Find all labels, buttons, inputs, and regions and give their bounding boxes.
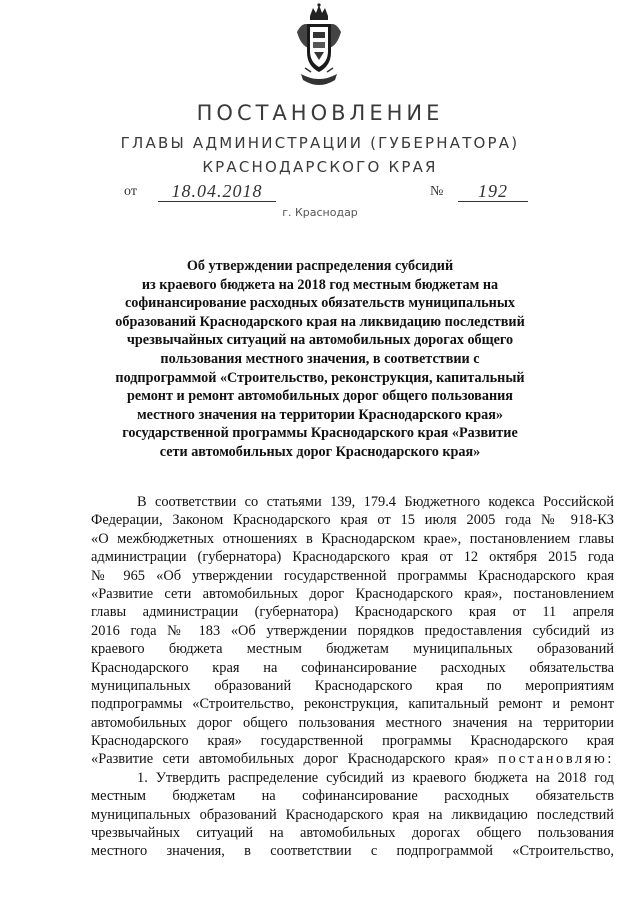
title-line: чрезвычайных ситуаций на автомобильных дорогах общего <box>126 332 514 349</box>
title-line: пользования местного значения, в соответствии с <box>160 350 480 367</box>
krasnodar-coat-of-arms-icon <box>293 2 345 90</box>
body-line: администрации (губернатора) Краснодарского края от 12 октября 2015 года <box>91 549 614 566</box>
title-line: сети автомобильных дорог Краснодарского края» <box>159 443 481 460</box>
body-line: главы администрации (губернатора) Краснодарского края от 11 апреля <box>91 604 614 621</box>
body-line: № 965 «Об утверждении государственной программы Краснодарского края <box>91 567 614 584</box>
document-number: 192 <box>458 181 528 202</box>
title-line: софинансирование расходных обязательств муниципальных <box>124 295 516 312</box>
body-line: Федерации, Законом Краснодарского края от 15 июля 2005 года № 918-КЗ <box>91 512 614 529</box>
body-line: муниципальных образований Краснодарского края по мероприятиям <box>91 677 614 694</box>
issuer-heading-line1: ГЛАВЫ АДМИНИСТРАЦИИ (ГУБЕРНАТОРА) <box>120 134 520 152</box>
body-line: местного значения, в соответствии с подпрограммой «Строительство, <box>91 843 614 860</box>
body-line: «Развитие сети автомобильных дорог Краснодарского края», постановлением <box>91 585 614 602</box>
city-label: г. Краснодар <box>282 206 358 219</box>
body-line: 2016 года № 183 «Об утверждении порядков предоставления субсидий из <box>91 622 614 639</box>
issuer-heading-line2: КРАСНОДАРСКОГО КРАЯ <box>202 158 438 176</box>
body-line: 1. Утвердить распределение субсидий из краевого бюджета на 2018 год <box>137 769 614 786</box>
body-line: подпрограммы «Строительство, реконструкция, капитальный ремонт и ремонт <box>91 696 614 713</box>
number-label: № <box>430 184 444 199</box>
title-line: местного значения на территории Краснодарского края» <box>137 406 503 423</box>
document-type-heading: ПОСТАНОВЛЕНИЕ <box>196 101 444 125</box>
document-title <box>60 257 580 462</box>
body-line: краевого бюджета местным бюджетам муниципальных образований <box>91 641 614 658</box>
body-line: муниципальных образований Краснодарского края на ликвидацию последствий <box>91 806 614 823</box>
title-line: образований Краснодарского края на ликвидацию последствий <box>115 313 525 330</box>
body-line: В соответствии со статьями 139, 179.4 Бюджетного кодекса Российской <box>137 494 614 510</box>
title-line: из краевого бюджета на 2018 год местным бюджетам на <box>141 276 499 293</box>
body-line: Краснодарского края» государственной программы Краснодарского края <box>91 733 614 750</box>
title-line: ремонт и ремонт автомобильных дорог общего пользования <box>127 388 513 405</box>
document-body <box>91 493 614 861</box>
title-line: подпрограммой «Строительство, реконструкция, капитальный <box>115 369 525 386</box>
body-line-text: «Развитие сети автомобильных дорог Краснодарского края» <box>91 751 489 768</box>
body-line: Краснодарского края на софинансирование расходных обязательства <box>91 659 614 676</box>
body-line: «О межбюджетных отношениях в Краснодарском крае», постановлением главы <box>91 530 614 547</box>
resolution-word: постановляю: <box>498 751 614 768</box>
body-line-final <box>91 750 614 768</box>
body-line: местным бюджетам на софинансирование расходных обязательств <box>91 788 614 805</box>
title-line: государственной программы Краснодарского края «Развитие <box>122 425 518 442</box>
title-line: Об утверждении распределения субсидий <box>186 258 454 274</box>
date-label: от <box>124 184 137 199</box>
document-date: 18.04.2018 <box>158 181 276 202</box>
body-line: чрезвычайных ситуаций на автомобильных дорогах общего пользования <box>91 825 614 842</box>
body-line: автомобильных дорог общего пользования местного значения на территории <box>91 714 614 731</box>
